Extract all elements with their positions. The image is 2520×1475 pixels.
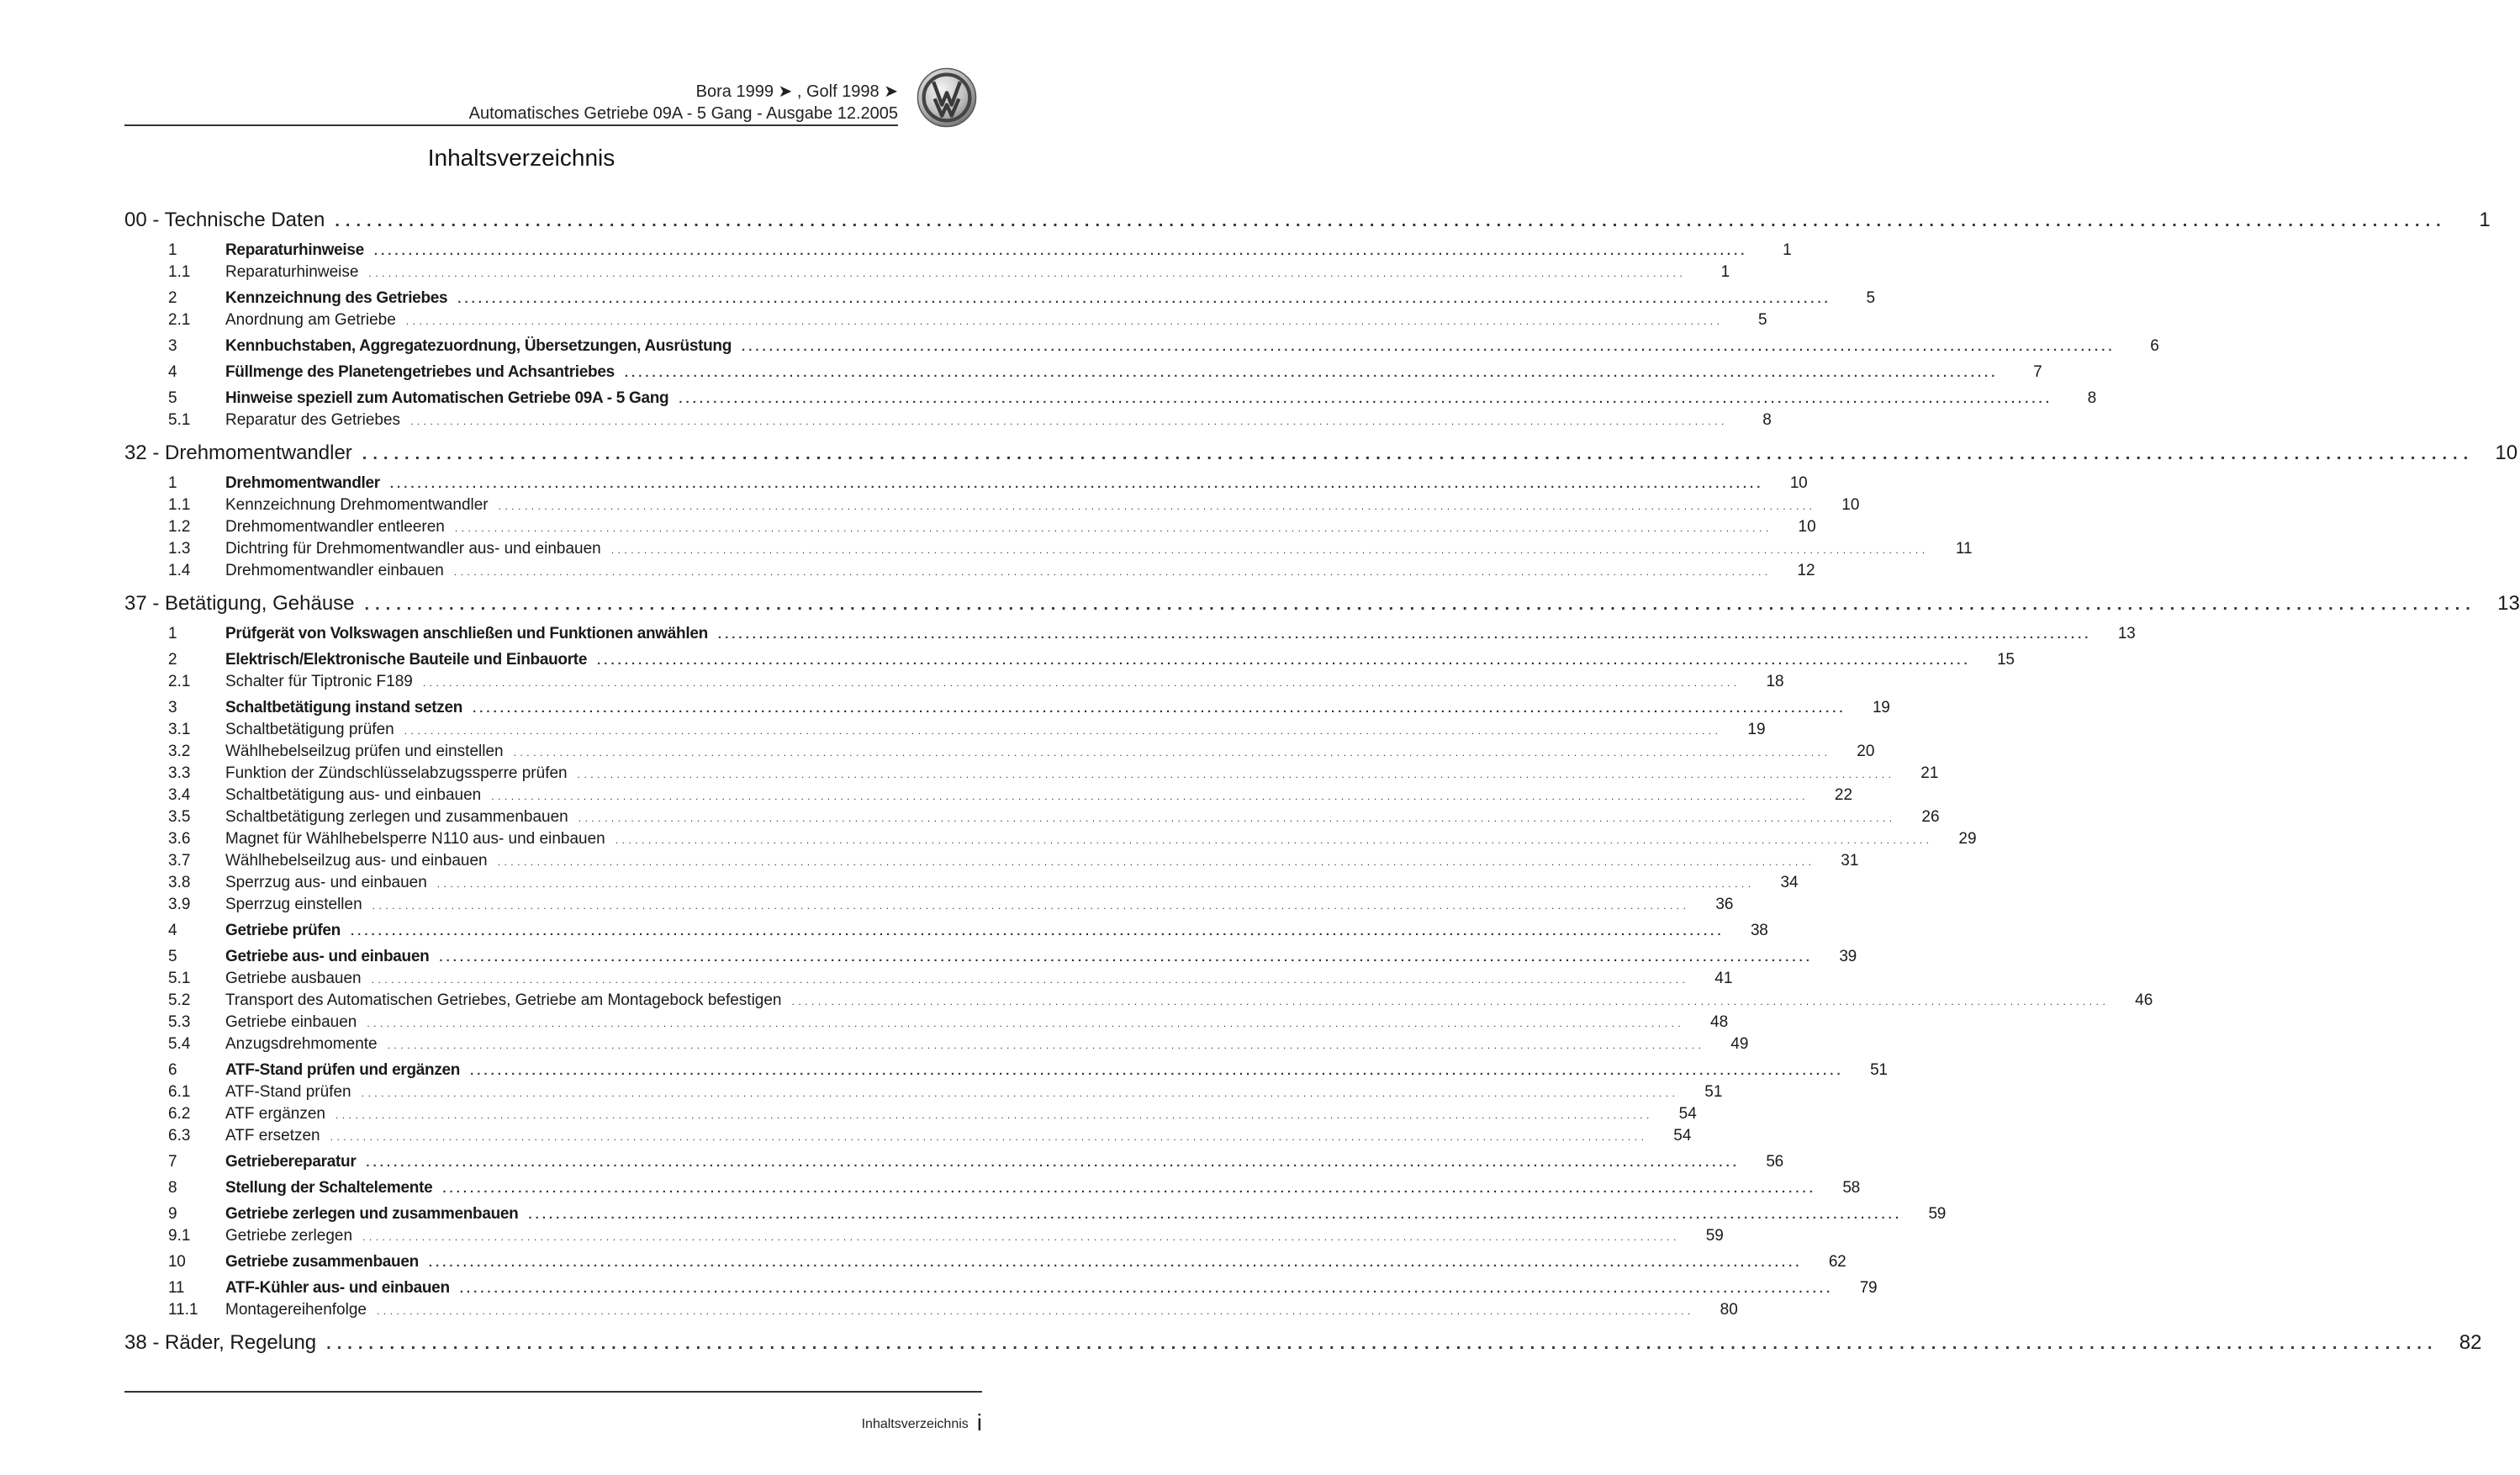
toc-entry-number: 2.1 xyxy=(168,311,191,329)
toc-entry-title: Getriebe ausbauen xyxy=(225,970,362,987)
toc-entry-number: 3.2 xyxy=(168,743,191,760)
toc-dot-leader: ........................................................................................................................................................................................................ xyxy=(350,924,1725,938)
toc-entry-page: 5 xyxy=(1866,289,1875,307)
toc-entry-page: 7 xyxy=(2033,363,2042,381)
toc-entry-title: 00 - Technische Daten xyxy=(124,209,325,231)
toc-entry-page: 6 xyxy=(2150,337,2159,355)
toc-entry-number: 3.9 xyxy=(168,896,191,913)
toc-entry-page: 49 xyxy=(1730,1035,1749,1053)
toc-dot-leader: ........................................................................................................................................................................................................ xyxy=(326,1335,2438,1353)
toc-entry-number: 3.3 xyxy=(168,764,191,782)
toc-entry-page: 80 xyxy=(1720,1301,1738,1319)
toc-entry-number: 5.3 xyxy=(168,1013,191,1031)
toc-entry-title: Montagereihenfolge xyxy=(225,1301,367,1319)
toc-entry-title: Getriebe zerlegen und zusammenbauen xyxy=(225,1205,519,1223)
page-title: Inhaltsverzeichnis xyxy=(427,145,615,171)
toc-dot-leader: ........................................................................................................................................................................................................ xyxy=(624,366,1999,380)
toc-dot-leader: ........................................................................................................................................................................................................ xyxy=(330,1131,1648,1143)
toc-entry-number: 5.4 xyxy=(168,1035,191,1053)
toc-entry-page: 22 xyxy=(1834,786,1853,804)
toc-dot-leader: ........................................................................................................................................................................................................ xyxy=(459,1282,1834,1296)
toc-entry-title: Getriebe zerlegen xyxy=(225,1227,353,1245)
toc-entry-title: Funktion der Zündschlüsselabzugssperre prüfen xyxy=(225,764,568,782)
toc-entry-page: 13 xyxy=(2117,625,2136,642)
toc-dot-leader: ........................................................................................................................................................................................................ xyxy=(335,1109,1653,1121)
toc-dot-leader: ........................................................................................................................................................................................................ xyxy=(389,477,1764,491)
toc-entry-page: 1 xyxy=(1783,241,1792,259)
toc-dot-leader: ........................................................................................................................................................................................................ xyxy=(373,244,1748,258)
toc-subsection-row[interactable] xyxy=(124,970,1733,991)
toc-entry-number: 1.2 xyxy=(168,518,191,536)
toc-entry-number: 3.6 xyxy=(168,830,191,848)
toc-entry-title: 38 - Räder, Regelung xyxy=(124,1331,317,1354)
toc-dot-leader: ........................................................................................................................................................................................................ xyxy=(610,544,1929,556)
toc-dot-leader: ........................................................................................................................................................................................................ xyxy=(361,1087,1679,1099)
toc-subsection-row[interactable] xyxy=(124,1035,1749,1057)
toc-entry-title: ATF-Stand prüfen und ergänzen xyxy=(225,1061,461,1079)
table-of-contents xyxy=(124,200,2520,1360)
toc-dot-leader: ........................................................................................................................................................................................................ xyxy=(679,392,2052,406)
toc-entry-title: Stellung der Schaltelemente xyxy=(225,1179,433,1197)
toc-entry-title: Schaltbetätigung zerlegen und zusammenbauen xyxy=(225,808,568,826)
toc-entry-page: 10 xyxy=(1789,474,1808,492)
toc-entry-number: 10 xyxy=(168,1253,186,1271)
toc-section-row[interactable] xyxy=(124,241,1792,263)
toc-dot-leader: ........................................................................................................................................................................................................ xyxy=(405,315,1724,327)
toc-entry-title: Sperrzug einstellen xyxy=(225,896,362,913)
toc-entry-title: Füllmenge des Planetengetriebes und Achsantriebes xyxy=(225,363,615,381)
toc-entry-page: 1 xyxy=(2479,209,2491,231)
toc-entry-number: 3.4 xyxy=(168,786,191,804)
toc-entry-number: 3.5 xyxy=(168,808,191,826)
toc-dot-leader: ........................................................................................................................................................................................................ xyxy=(442,1182,1816,1196)
toc-entry-title: Anordnung am Getriebe xyxy=(225,311,396,329)
toc-entry-title: ATF-Kühler aus- und einbauen xyxy=(225,1279,450,1297)
toc-entry-title: Getriebe zusammenbauen xyxy=(225,1253,419,1271)
toc-section-row[interactable] xyxy=(124,389,2096,411)
toc-entry-page: 54 xyxy=(1678,1105,1697,1123)
toc-entry-number: 6 xyxy=(168,1061,177,1079)
toc-entry-title: ATF-Stand prüfen xyxy=(225,1083,351,1101)
header-vehicle-line: Bora 1999 ➤ , Golf 1998 ➤ xyxy=(695,82,898,101)
toc-entry-page: 18 xyxy=(1766,673,1784,690)
toc-dot-leader: ........................................................................................................................................................................................................ xyxy=(513,747,1831,759)
toc-entry-page: 10 xyxy=(1841,496,1860,514)
toc-entry-title: Transport des Automatischen Getriebes, Getriebe am Montagebock befestigen xyxy=(225,991,782,1009)
toc-section-row[interactable] xyxy=(124,948,1857,970)
toc-subsection-row[interactable] xyxy=(124,263,1730,285)
footer-page-number: i xyxy=(976,1409,982,1435)
toc-entry-title: Reparaturhinweise xyxy=(225,263,359,281)
toc-entry-number: 8 xyxy=(168,1179,177,1197)
toc-subsection-row[interactable] xyxy=(124,311,1767,333)
toc-entry-page: 38 xyxy=(1750,922,1768,939)
toc-entry-title: Reparatur des Getriebes xyxy=(225,411,401,429)
toc-entry-page: 26 xyxy=(1921,808,1940,826)
toc-chapter-row[interactable] xyxy=(124,441,2518,470)
toc-entry-number: 5 xyxy=(168,948,177,965)
toc-entry-title: Schaltbetätigung prüfen xyxy=(225,721,394,738)
toc-entry-number: 3 xyxy=(168,699,177,716)
toc-subsection-row[interactable] xyxy=(124,852,1859,874)
toc-entry-title: Elektrisch/Elektronische Bauteile und Einbauorte xyxy=(225,651,588,669)
toc-entry-title: Prüfgerät von Volkswagen anschließen und Funktionen anwählen xyxy=(225,625,708,642)
header-document-line: Automatisches Getriebe 09A - 5 Gang - Ausgabe 12.2005 xyxy=(468,104,898,123)
page-footer xyxy=(757,1409,982,1436)
toc-entry-number: 2 xyxy=(168,289,177,307)
toc-entry-number: 1 xyxy=(168,474,177,492)
footer-label: Inhaltsverzeichnis xyxy=(861,1417,969,1431)
toc-dot-leader: ........................................................................................................................................................................................................ xyxy=(371,974,1689,986)
toc-entry-title: ATF ersetzen xyxy=(225,1127,320,1145)
toc-entry-title: Getriebereparatur xyxy=(225,1153,357,1171)
toc-subsection-row[interactable] xyxy=(124,764,1939,786)
page-header xyxy=(124,81,898,124)
toc-entry-page: 82 xyxy=(2459,1331,2482,1354)
toc-dot-leader: ........................................................................................................................................................................................................ xyxy=(578,812,1896,824)
toc-entry-page: 58 xyxy=(1842,1179,1860,1197)
toc-dot-leader: ........................................................................................................................................................................................................ xyxy=(422,677,1741,689)
toc-entry-number: 6.3 xyxy=(168,1127,191,1145)
toc-entry-number: 5 xyxy=(168,389,177,407)
toc-entry-number: 6.1 xyxy=(168,1083,191,1101)
toc-dot-leader: ........................................................................................................................................................................................................ xyxy=(497,856,1815,868)
toc-entry-page: 79 xyxy=(1859,1279,1878,1297)
toc-dot-leader: ........................................................................................................................................................................................................ xyxy=(498,500,1816,512)
toc-entry-title: Drehmomentwandler entleeren xyxy=(225,518,445,536)
toc-dot-leader: ........................................................................................................................................................................................................ xyxy=(597,653,1971,668)
toc-dot-leader: ........................................................................................................................................................................................................ xyxy=(453,566,1772,578)
toc-dot-leader: ........................................................................................................................................................................................................ xyxy=(742,340,2116,354)
toc-entry-page: 10 xyxy=(2495,441,2518,464)
toc-entry-title: Wählhebelseilzug prüfen und einstellen xyxy=(225,743,504,760)
toc-entry-number: 11 xyxy=(168,1279,185,1297)
toc-subsection-row[interactable] xyxy=(124,673,1784,695)
toc-entry-title: Magnet für Wählhebelsperre N110 aus- und einbauen xyxy=(225,830,605,848)
toc-entry-title: Drehmomentwandler einbauen xyxy=(225,562,444,579)
toc-entry-number: 6.2 xyxy=(168,1105,191,1123)
toc-entry-number: 3.8 xyxy=(168,874,191,891)
toc-entry-page: 21 xyxy=(1920,764,1939,782)
toc-dot-leader: ........................................................................................................................................................................................................ xyxy=(717,627,2092,642)
toc-entry-number: 1.4 xyxy=(168,562,191,579)
toc-subsection-row[interactable] xyxy=(124,786,1853,808)
toc-entry-number: 3.1 xyxy=(168,721,191,738)
toc-entry-page: 29 xyxy=(1958,830,1977,848)
toc-chapter-row[interactable] xyxy=(124,1331,2482,1360)
toc-dot-leader: ........................................................................................................................................................................................................ xyxy=(528,1208,1902,1222)
toc-entry-page: 12 xyxy=(1797,562,1815,579)
toc-entry-title: Anzugsdrehmomente xyxy=(225,1035,378,1053)
toc-subsection-row[interactable] xyxy=(124,1227,1724,1249)
toc-dot-leader: ........................................................................................................................................................................................................ xyxy=(404,725,1722,737)
toc-entry-page: 19 xyxy=(1873,699,1890,716)
toc-section-row[interactable] xyxy=(124,922,1768,944)
toc-subsection-row[interactable] xyxy=(124,1301,1738,1323)
toc-entry-title: Dichtring für Drehmomentwandler aus- und einbauen xyxy=(225,540,601,558)
toc-entry-number: 1.1 xyxy=(168,263,191,281)
toc-entry-page: 51 xyxy=(1870,1061,1888,1079)
toc-dot-leader: ........................................................................................................................................................................................................ xyxy=(791,996,2110,1007)
toc-entry-page: 8 xyxy=(1762,411,1772,429)
toc-dot-leader: ........................................................................................................................................................................................................ xyxy=(410,415,1728,427)
header-divider xyxy=(124,124,898,126)
toc-entry-number: 4 xyxy=(168,363,177,381)
toc-dot-leader: ........................................................................................................................................................................................................ xyxy=(368,267,1687,279)
toc-subsection-row[interactable] xyxy=(124,874,1799,896)
toc-section-row[interactable] xyxy=(124,1253,1846,1275)
toc-entry-page: 13 xyxy=(2497,592,2520,615)
toc-dot-leader: ........................................................................................................................................................................................................ xyxy=(367,1018,1685,1029)
toc-section-row[interactable] xyxy=(124,474,1808,496)
toc-entry-title: Reparaturhinweise xyxy=(225,241,364,259)
toc-section-row[interactable] xyxy=(124,651,2015,673)
toc-dot-leader: ........................................................................................................................................................................................................ xyxy=(473,701,1846,716)
toc-subsection-row[interactable] xyxy=(124,743,1875,764)
toc-entry-number: 1.1 xyxy=(168,496,191,514)
toc-dot-leader: ........................................................................................................................................................................................................ xyxy=(376,1305,1694,1317)
toc-dot-leader: ........................................................................................................................................................................................................ xyxy=(577,769,1895,780)
toc-entry-number: 3 xyxy=(168,337,177,355)
toc-subsection-row[interactable] xyxy=(124,1013,1729,1035)
toc-entry-number: 11.1 xyxy=(168,1301,198,1319)
toc-section-row[interactable] xyxy=(124,1179,1860,1201)
toc-subsection-row[interactable] xyxy=(124,518,1816,540)
toc-entry-title: Hinweise speziell zum Automatischen Getriebe 09A - 5 Gang xyxy=(225,389,669,407)
toc-dot-leader: ........................................................................................................................................................................................................ xyxy=(362,1231,1680,1243)
toc-entry-number: 3.7 xyxy=(168,852,191,870)
toc-entry-page: 34 xyxy=(1780,874,1799,891)
toc-section-row[interactable] xyxy=(124,625,2136,647)
toc-dot-leader: ........................................................................................................................................................................................................ xyxy=(364,595,2476,614)
toc-entry-page: 62 xyxy=(1828,1253,1846,1271)
toc-dot-leader: ........................................................................................................................................................................................................ xyxy=(615,834,1933,846)
toc-entry-title: Wählhebelseilzug aus- und einbauen xyxy=(225,852,488,870)
toc-entry-page: 56 xyxy=(1766,1153,1783,1171)
toc-subsection-row[interactable] xyxy=(124,411,1772,433)
vw-logo-icon xyxy=(917,67,977,128)
toc-entry-page: 51 xyxy=(1704,1083,1723,1101)
footer-divider xyxy=(124,1391,982,1393)
toc-entry-page: 31 xyxy=(1841,852,1859,870)
toc-section-row[interactable] xyxy=(124,1061,1888,1083)
toc-entry-page: 59 xyxy=(1928,1205,1946,1223)
toc-dot-leader: ........................................................................................................................................................................................................ xyxy=(491,790,1809,802)
toc-subsection-row[interactable] xyxy=(124,540,1973,562)
toc-dot-leader: ........................................................................................................................................................................................................ xyxy=(372,900,1690,912)
toc-section-row[interactable] xyxy=(124,289,1875,311)
toc-entry-number: 1 xyxy=(168,241,177,259)
toc-dot-leader: ........................................................................................................................................................................................................ xyxy=(335,212,2447,230)
toc-entry-page: 54 xyxy=(1673,1127,1692,1145)
toc-subsection-row[interactable] xyxy=(124,991,2153,1013)
toc-entry-number: 5.1 xyxy=(168,970,191,987)
toc-section-row[interactable] xyxy=(124,1205,1946,1227)
toc-entry-title: Drehmomentwandler xyxy=(225,474,380,492)
toc-subsection-row[interactable] xyxy=(124,896,1734,917)
toc-entry-number: 2 xyxy=(168,651,177,669)
toc-section-row[interactable] xyxy=(124,337,2159,359)
toc-chapter-row[interactable] xyxy=(124,592,2520,621)
toc-subsection-row[interactable] xyxy=(124,1105,1697,1127)
toc-section-row[interactable] xyxy=(124,699,1890,721)
toc-entry-number: 1.3 xyxy=(168,540,191,558)
toc-entry-page: 1 xyxy=(1720,263,1730,281)
toc-entry-page: 39 xyxy=(1839,948,1857,965)
toc-entry-title: 37 - Betätigung, Gehäuse xyxy=(124,592,355,615)
toc-entry-page: 5 xyxy=(1758,311,1767,329)
toc-entry-page: 46 xyxy=(2135,991,2153,1009)
toc-entry-title: Getriebe einbauen xyxy=(225,1013,357,1031)
toc-entry-title: Getriebe aus- und einbauen xyxy=(225,948,430,965)
toc-chapter-row[interactable] xyxy=(124,209,2491,237)
toc-entry-title: Schaltbetätigung aus- und einbauen xyxy=(225,786,482,804)
toc-subsection-row[interactable] xyxy=(124,1127,1692,1149)
toc-subsection-row[interactable] xyxy=(124,808,1940,830)
toc-entry-number: 1 xyxy=(168,625,177,642)
toc-dot-leader: ........................................................................................................................................................................................................ xyxy=(454,522,1772,534)
toc-entry-page: 48 xyxy=(1710,1013,1729,1031)
toc-entry-page: 41 xyxy=(1714,970,1733,987)
toc-entry-number: 2.1 xyxy=(168,673,191,690)
toc-section-row[interactable] xyxy=(124,363,2042,385)
toc-dot-leader: ........................................................................................................................................................................................................ xyxy=(428,1256,1803,1270)
toc-entry-page: 8 xyxy=(2087,389,2096,407)
toc-entry-title: Getriebe prüfen xyxy=(225,922,341,939)
toc-entry-title: 32 - Drehmomentwandler xyxy=(124,441,352,464)
toc-entry-number: 7 xyxy=(168,1153,177,1171)
toc-entry-number: 4 xyxy=(168,922,177,939)
toc-section-row[interactable] xyxy=(124,1153,1783,1175)
toc-entry-page: 59 xyxy=(1705,1227,1724,1245)
toc-dot-leader: ........................................................................................................................................................................................................ xyxy=(457,292,1831,306)
toc-entry-title: Schalter für Tiptronic F189 xyxy=(225,673,413,690)
toc-subsection-row[interactable] xyxy=(124,1083,1723,1105)
toc-entry-title: Kennzeichnung Drehmomentwandler xyxy=(225,496,489,514)
toc-entry-page: 10 xyxy=(1798,518,1816,536)
toc-section-row[interactable] xyxy=(124,1279,1878,1301)
toc-entry-page: 20 xyxy=(1857,743,1875,760)
toc-entry-page: 19 xyxy=(1747,721,1766,738)
toc-entry-title: Schaltbetätigung instand setzen xyxy=(225,699,463,716)
toc-dot-leader: ........................................................................................................................................................................................................ xyxy=(436,878,1755,890)
toc-entry-title: Kennzeichnung des Getriebes xyxy=(225,289,448,307)
toc-subsection-row[interactable] xyxy=(124,562,1815,584)
toc-entry-title: Sperrzug aus- und einbauen xyxy=(225,874,427,891)
toc-dot-leader: ........................................................................................................................................................................................................ xyxy=(366,1155,1740,1170)
toc-entry-page: 15 xyxy=(1997,651,2015,669)
toc-entry-page: 36 xyxy=(1715,896,1734,913)
toc-entry-title: Kennbuchstaben, Aggregatezuordnung, Übersetzungen, Ausrüstung xyxy=(225,337,732,355)
toc-subsection-row[interactable] xyxy=(124,496,1860,518)
toc-entry-number: 5.1 xyxy=(168,411,191,429)
toc-dot-leader: ........................................................................................................................................................................................................ xyxy=(362,445,2475,463)
toc-entry-title: ATF ergänzen xyxy=(225,1105,325,1123)
toc-dot-leader: ........................................................................................................................................................................................................ xyxy=(470,1064,1844,1078)
toc-entry-number: 9.1 xyxy=(168,1227,191,1245)
toc-subsection-row[interactable] xyxy=(124,830,1977,852)
toc-entry-number: 5.2 xyxy=(168,991,191,1009)
toc-dot-leader: ........................................................................................................................................................................................................ xyxy=(439,950,1813,965)
toc-entry-number: 9 xyxy=(168,1205,177,1223)
toc-entry-page: 11 xyxy=(1955,540,1973,558)
toc-dot-leader: ........................................................................................................................................................................................................ xyxy=(387,1039,1705,1051)
toc-subsection-row[interactable] xyxy=(124,721,1766,743)
